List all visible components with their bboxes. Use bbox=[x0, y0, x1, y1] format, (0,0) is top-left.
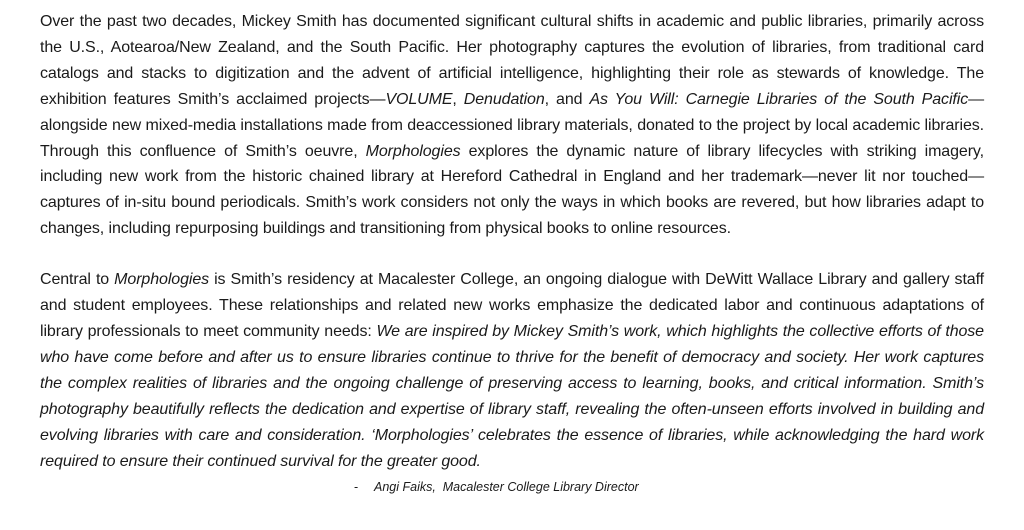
text-run: , bbox=[452, 90, 464, 108]
attribution-text: Angi Faiks, Macalester College Library Director bbox=[374, 480, 639, 495]
project-title-volume: VOLUME bbox=[385, 90, 453, 108]
text-run: explores the dynamic nature of library lifecycles with striking imagery, including new work from the historic chained library at Hereford Cathedral in England and her trademark—never lit nor touched—captures of in-situ bound periodicals. Smith’s work considers not only the ways in which books are revered, but how libraries adapt to changes, including repurposing buildings and transitioning from physical books to online resources. bbox=[40, 142, 984, 238]
attribution-dash: - bbox=[354, 480, 359, 495]
text-run: —alongside new mixed-media installations made from deaccessioned library materials, donated to the project by local academic libraries. Through this confluence of Smith’s oeuvre, bbox=[40, 90, 984, 160]
exhibition-title-morphologies: Morphologies bbox=[365, 142, 461, 160]
director-quote: We are inspired by Mickey Smith’s work, which highlights the collective efforts of those who have come before and after us to ensure libraries continue to thrive for the benefit of democracy and society. Her work captures the complex realities of libraries and the ongoing challenge of preserving access to learning, books, and critical information. Smith’s photography beautifully reflects the dedication and expertise of library staff, revealing the often-unseen efforts involved in building and evolving libraries with care and consideration. ‘Morphologies’ celebrates the essence of libraries, while acknowledging the hard work required to ensure their continued survival for the greater good. bbox=[40, 322, 984, 470]
paragraph-exhibition-overview bbox=[40, 9, 984, 242]
project-title-as-you-will: As You Will: Carnegie Libraries of the South Pacific bbox=[589, 90, 969, 108]
text-run: is Smith’s residency at Macalester College, an ongoing dialogue with DeWitt Wallace Library and gallery staff and student employees. These relationships and related new works emphasize the dedicated labor and continuous adaptations of library professionals to meet community needs: bbox=[40, 271, 984, 340]
text-run: Over the past two decades, Mickey Smith has documented significant cultural shifts in academic and public libraries, primarily across the U.S., Aotearoa/New Zealand, and the South Pacific. Her photography captures the evolution of libraries, from traditional card catalogs and stacks to digitization and the advent of artificial intelligence, highlighting their role as stewards of knowledge. The exhibition features Smith’s acclaimed projects— bbox=[40, 13, 984, 108]
text-run: Central to bbox=[40, 271, 115, 289]
quote-attribution bbox=[40, 478, 984, 496]
exhibition-title-morphologies: Morphologies bbox=[114, 271, 210, 289]
project-title-denudation: Denudation bbox=[463, 90, 545, 108]
text-run: , and bbox=[544, 90, 590, 108]
paragraph-residency bbox=[40, 267, 984, 474]
